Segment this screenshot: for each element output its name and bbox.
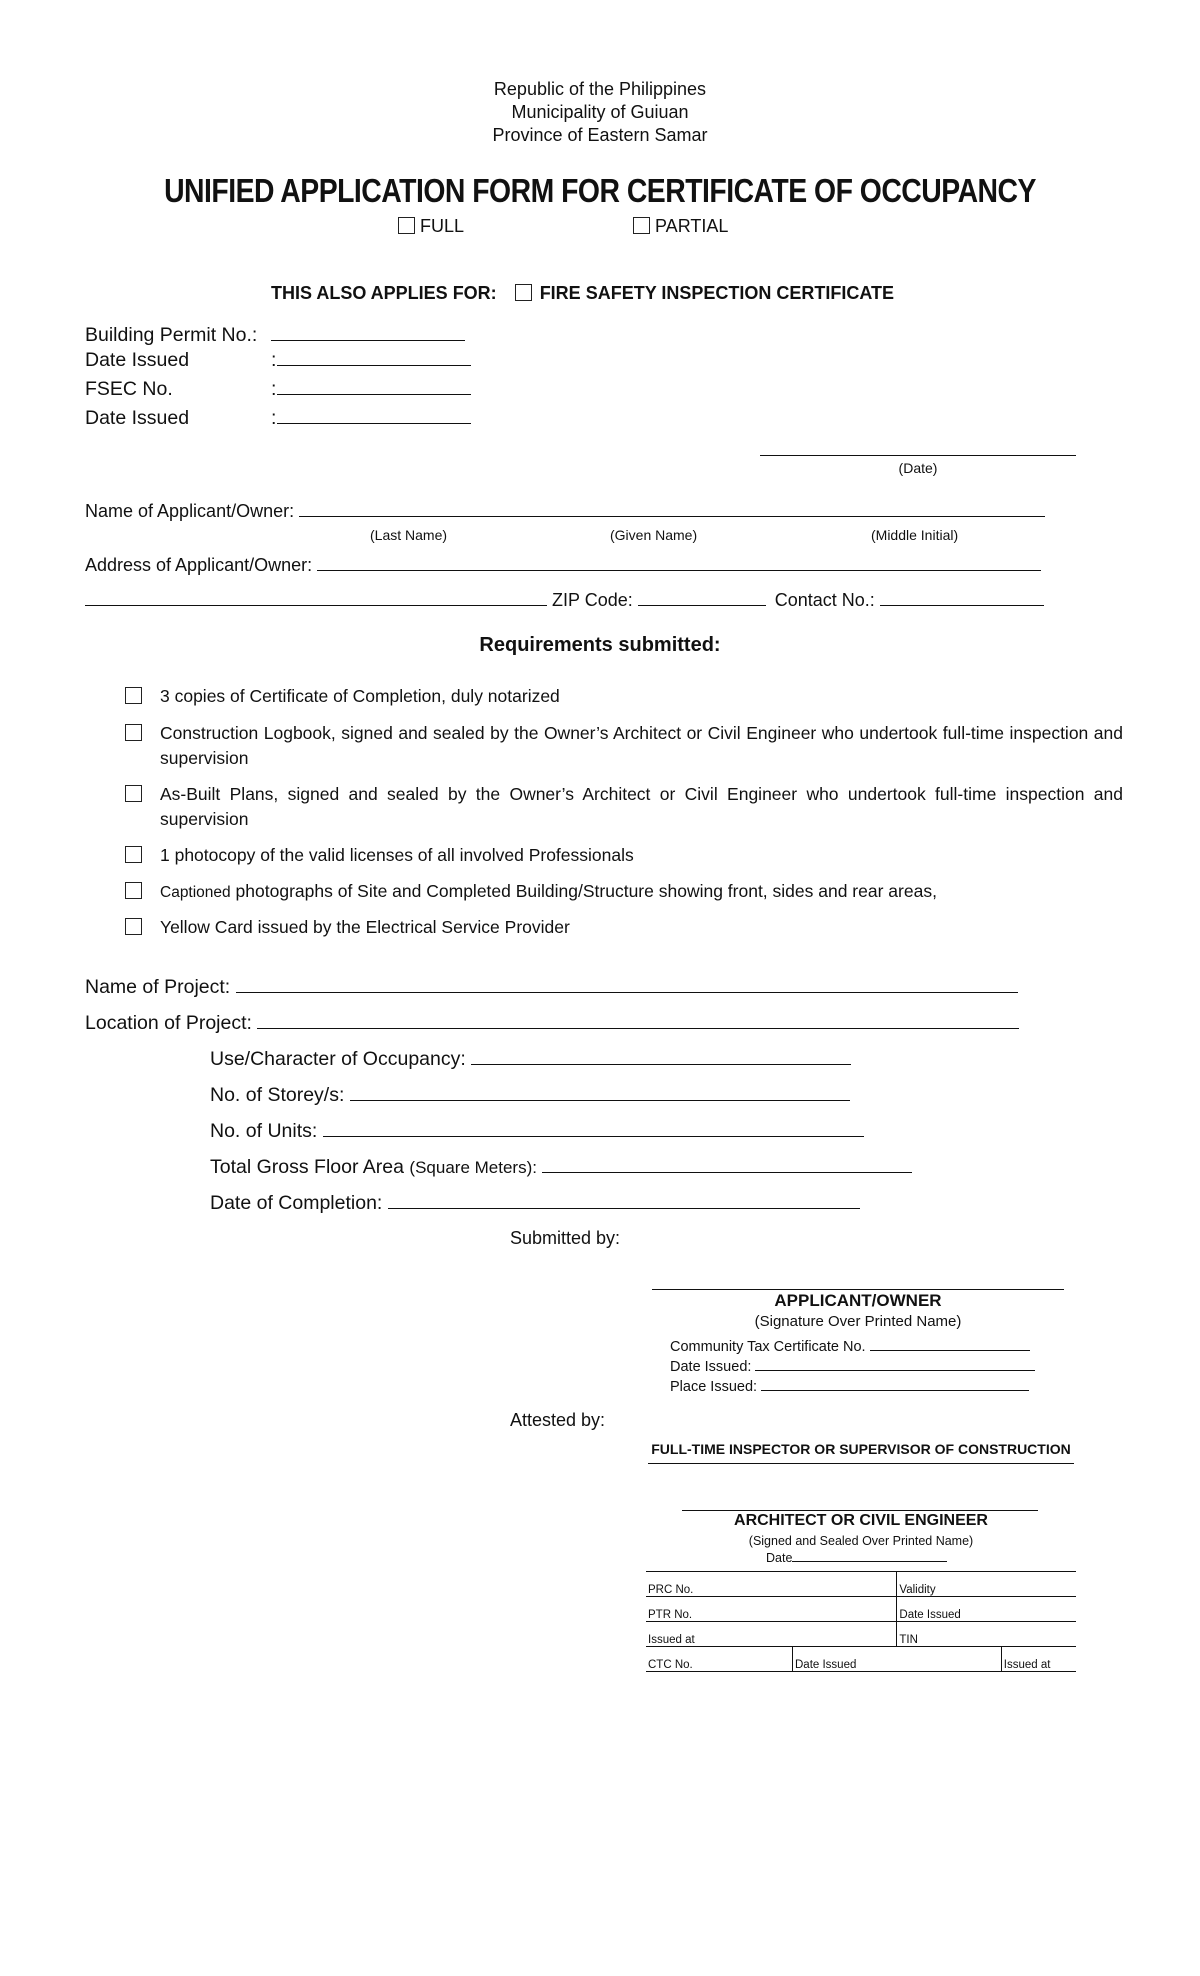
contact-no-input[interactable] [880, 589, 1044, 606]
submitted-by-label: Submitted by: [510, 1228, 621, 1248]
table-row [646, 1572, 1076, 1597]
fsec-no-field[interactable] [85, 378, 471, 401]
architect-signature-caption: (Signed and Sealed Over Printed Name) [748, 1534, 974, 1548]
requirement-text: 3 copies of Certificate of Completion, duly notarized [160, 686, 560, 706]
ctc-date-issued-field[interactable] [670, 1358, 1035, 1375]
validity-cell[interactable]: Validity [897, 1572, 1076, 1597]
architect-signature-line[interactable] [682, 1510, 1038, 1511]
building-permit-input[interactable] [271, 324, 465, 341]
requirement-text: Construction Logbook, signed and sealed by the Owner’s Architect or Civil Engineer who undertook full-time inspection and supervision [160, 723, 1123, 768]
building-permit-field[interactable] [85, 324, 465, 347]
full-checkbox[interactable] [398, 217, 415, 234]
requirement-text: 1 photocopy of the valid licenses of all involved Professionals [160, 845, 634, 865]
partial-checkbox[interactable] [633, 217, 650, 234]
architect-date-input[interactable] [792, 1550, 947, 1562]
header-province: Province of Eastern Samar [492, 125, 708, 145]
inspector-signature-line[interactable] [648, 1463, 1074, 1464]
architect-date-field[interactable] [766, 1550, 947, 1565]
document-header [0, 78, 1200, 147]
header-municipality: Municipality of Guiuan [511, 102, 689, 122]
also-applies-row [271, 283, 894, 304]
address-line-2-input[interactable] [85, 589, 547, 606]
ctc-place-issued-input[interactable] [761, 1378, 1029, 1391]
requirement-text: Captioned photographs of Site and Completed Building/Structure showing front, sides and rear areas, [160, 881, 937, 901]
completion-date-input[interactable] [388, 1192, 860, 1209]
ctc-no-label: Community Tax Certificate No. [670, 1339, 866, 1355]
gross-floor-area-label: Total Gross Floor Area [210, 1156, 404, 1178]
fsec-no-label: FSEC No. : [85, 378, 277, 400]
requirement-item[interactable] [125, 782, 1123, 832]
requirement-item[interactable] [125, 721, 1123, 771]
applicant-address-label: Address of Applicant/Owner: [85, 555, 313, 575]
option-full[interactable] [398, 216, 464, 237]
inspector-title: FULL-TIME INSPECTOR OR SUPERVISOR OF CONSTRUCTION [651, 1441, 1071, 1457]
zip-code-label: ZIP Code: [552, 590, 633, 610]
occupancy-use-field[interactable] [210, 1048, 851, 1071]
table-row [646, 1597, 1076, 1622]
requirement-item[interactable] [125, 879, 1123, 905]
project-name-label: Name of Project: [85, 976, 231, 998]
ctc-issued-at-cell[interactable]: Issued at [1001, 1647, 1076, 1672]
attested-by-label: Attested by: [510, 1410, 606, 1430]
table-row [646, 1622, 1076, 1647]
fsic-label: FIRE SAFETY INSPECTION CERTIFICATE [539, 283, 895, 303]
applicant-signature-line[interactable] [652, 1289, 1064, 1290]
professional-details-table [646, 1571, 1076, 1672]
option-partial[interactable] [633, 216, 728, 237]
requirement-item[interactable] [125, 843, 1123, 868]
requirement-text: Yellow Card issued by the Electrical Service Provider [160, 917, 570, 937]
ctc-date-issued-input[interactable] [755, 1358, 1035, 1371]
last-name-caption: (Last Name) [370, 527, 448, 543]
header-country: Republic of the Philippines [493, 79, 707, 99]
zip-contact-row [85, 589, 1044, 611]
project-name-input[interactable] [236, 976, 1018, 993]
fsec-date-issued-field[interactable] [85, 407, 471, 430]
date-input-line[interactable] [760, 455, 1076, 456]
ctc-date-issued-label: Date Issued: [670, 1359, 752, 1375]
units-label: No. of Units: [210, 1120, 318, 1142]
fsec-date-issued-label: Date Issued : [85, 407, 277, 429]
given-name-caption: (Given Name) [610, 527, 698, 543]
also-applies-label: THIS ALSO APPLIES FOR: [271, 283, 497, 303]
fsic-checkbox[interactable] [515, 284, 532, 301]
gross-floor-area-unit: (Square Meters): [409, 1158, 537, 1177]
units-input[interactable] [323, 1120, 864, 1137]
project-location-field[interactable] [85, 1012, 1019, 1035]
architect-title: ARCHITECT OR CIVIL ENGINEER [734, 1512, 988, 1529]
applicant-owner-title: APPLICANT/OWNER [774, 1291, 942, 1310]
gross-floor-area-input[interactable] [542, 1156, 912, 1173]
form-title: UNIFIED APPLICATION FORM FOR CERTIFICATE OF OCCUPANCY [164, 172, 1036, 209]
middle-initial-caption: (Middle Initial) [871, 527, 959, 543]
partial-label: PARTIAL [655, 216, 729, 236]
requirement-text: As-Built Plans, signed and sealed by the Owner’s Architect or Civil Engineer who undertook full-time inspection and supervision [160, 784, 1123, 829]
prc-no-cell[interactable]: PRC No. [646, 1572, 897, 1597]
requirement-checkbox[interactable] [125, 687, 142, 704]
architect-date-label: Date [766, 1551, 793, 1565]
building-permit-label: Building Permit No.: [85, 324, 258, 346]
project-location-input[interactable] [257, 1012, 1019, 1029]
ctc-date-issued-cell[interactable]: Date Issued [793, 1647, 1002, 1672]
storeys-field[interactable] [210, 1084, 850, 1107]
requirement-checkbox[interactable] [125, 846, 142, 863]
ctc-no-cell[interactable]: CTC No. [646, 1647, 793, 1672]
contact-no-label: Contact No.: [774, 590, 875, 610]
ctc-place-issued-label: Place Issued: [670, 1379, 758, 1395]
applicant-name-field[interactable] [85, 500, 1045, 522]
requirement-checkbox[interactable] [125, 882, 142, 899]
completion-date-field[interactable] [210, 1192, 860, 1215]
requirement-checkbox[interactable] [125, 724, 142, 741]
full-label: FULL [420, 216, 465, 236]
permit-date-issued-label: Date Issued : [85, 349, 277, 371]
permit-date-issued-input[interactable] [277, 349, 471, 366]
applicant-name-input[interactable] [299, 500, 1045, 517]
project-location-label: Location of Project: [85, 1012, 252, 1034]
applicant-signature-caption: (Signature Over Printed Name) [754, 1313, 962, 1330]
applicant-address-input[interactable] [317, 554, 1041, 571]
ptr-no-cell[interactable]: PTR No. [646, 1597, 897, 1622]
requirement-item[interactable] [125, 684, 1123, 709]
permit-date-issued-field[interactable] [85, 349, 471, 372]
completion-date-label: Date of Completion: [210, 1192, 383, 1214]
ctc-no-field[interactable] [670, 1338, 1030, 1355]
date-caption: (Date) [898, 460, 938, 476]
occupancy-use-input[interactable] [471, 1048, 851, 1065]
zip-code-input[interactable] [638, 589, 766, 606]
tin-cell[interactable]: TIN [897, 1622, 1076, 1647]
requirements-title: Requirements submitted: [479, 634, 721, 656]
requirement-checkbox[interactable] [125, 785, 142, 802]
occupancy-use-label: Use/Character of Occupancy: [210, 1048, 466, 1070]
project-name-field[interactable] [85, 976, 1018, 999]
ctc-place-issued-field[interactable] [670, 1378, 1029, 1395]
fsec-no-input[interactable] [277, 378, 471, 395]
table-row [646, 1647, 1076, 1672]
requirement-checkbox[interactable] [125, 918, 142, 935]
fsec-date-issued-input[interactable] [277, 407, 471, 424]
issued-at-cell[interactable]: Issued at [646, 1622, 897, 1647]
applicant-address-field[interactable] [85, 554, 1041, 576]
storeys-label: No. of Storey/s: [210, 1084, 345, 1106]
ctc-no-input[interactable] [870, 1338, 1030, 1351]
units-field[interactable] [210, 1120, 864, 1143]
requirement-item[interactable] [125, 915, 1123, 940]
applicant-name-label: Name of Applicant/Owner: [85, 501, 295, 521]
gross-floor-area-field[interactable] [210, 1156, 912, 1179]
storeys-input[interactable] [350, 1084, 850, 1101]
requirement-prefix: Captioned [160, 884, 231, 901]
ptr-date-issued-cell[interactable]: Date Issued [897, 1597, 1076, 1622]
